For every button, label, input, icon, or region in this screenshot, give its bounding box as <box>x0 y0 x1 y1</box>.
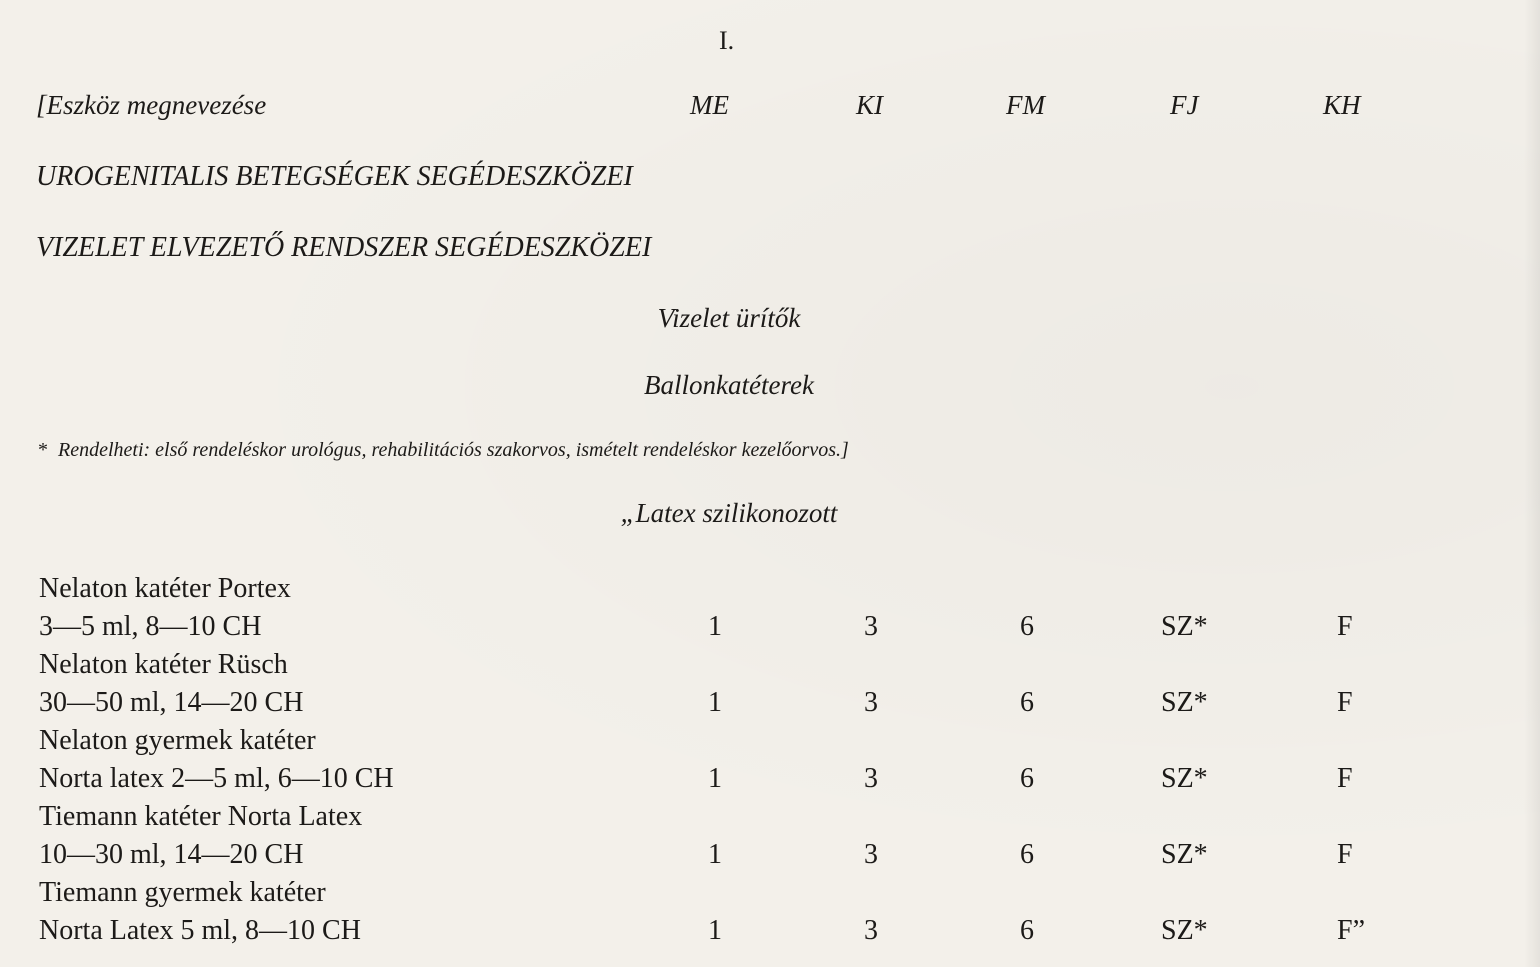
table-row-name-line2: 3—5 ml, 8—10 CH <box>39 611 262 642</box>
group-heading-balloon-catheters: Ballonkatéterek <box>644 370 814 400</box>
table-cell-ki: 3 <box>864 687 878 718</box>
table-row-name-line2: 30—50 ml, 14—20 CH <box>39 687 304 718</box>
table-row-name-line2: 10—30 ml, 14—20 CH <box>39 839 304 870</box>
table-cell-ki: 3 <box>864 611 878 642</box>
header-device-name: [Eszköz megnevezése <box>36 90 267 120</box>
table-row-name-line1: Tiemann katéter Norta Latex <box>39 801 363 832</box>
table-cell-me: 1 <box>708 915 722 946</box>
table-cell-me: 1 <box>708 839 722 870</box>
table-cell-fj: SZ* <box>1161 915 1208 946</box>
table-cell-ki: 3 <box>864 915 878 946</box>
group-heading-latex-siliconized: „Latex szilikonozott <box>620 498 838 528</box>
header-fj: FJ <box>1170 90 1199 120</box>
table-cell-fm: 6 <box>1020 611 1034 642</box>
table-cell-kh: F <box>1337 839 1353 870</box>
table-row-name-line2: Norta Latex 5 ml, 8—10 CH <box>39 915 361 946</box>
header-fm: FM <box>1006 90 1045 120</box>
section-heading-subcategory: VIZELET ELVEZETŐ RENDSZER SEGÉDESZKÖZEI <box>36 232 652 263</box>
header-me: ME <box>690 90 729 120</box>
table-cell-ki: 3 <box>864 763 878 794</box>
table-cell-me: 1 <box>708 687 722 718</box>
table-cell-fm: 6 <box>1020 915 1034 946</box>
group-heading-urine-drainage: Vizelet ürítők <box>657 303 801 333</box>
table-cell-kh: F <box>1337 687 1353 718</box>
table-cell-fm: 6 <box>1020 687 1034 718</box>
note-text: Rendelheti: első rendeléskor urológus, rehabilitációs szakorvos, ismételt rendeléskor kezelőorvos.] <box>58 439 849 461</box>
table-cell-fm: 6 <box>1020 763 1034 794</box>
table-row-name-line1: Nelaton katéter Rüsch <box>39 649 288 680</box>
table-cell-fj: SZ* <box>1161 763 1208 794</box>
table-cell-fj: SZ* <box>1161 839 1208 870</box>
note-asterisk: * <box>38 439 48 461</box>
header-kh: KH <box>1323 90 1361 120</box>
section-heading-category: UROGENITALIS BETEGSÉGEK SEGÉDESZKÖZEI <box>36 161 633 192</box>
table-cell-kh: F” <box>1337 915 1365 946</box>
table-row-name-line1: Nelaton katéter Portex <box>39 573 291 604</box>
table-cell-kh: F <box>1337 611 1353 642</box>
table-cell-kh: F <box>1337 763 1353 794</box>
table-row-name-line1: Tiemann gyermek katéter <box>39 877 326 908</box>
table-cell-me: 1 <box>708 611 722 642</box>
page-edge-shadow <box>1524 0 1540 967</box>
table-row-name-line2: Norta latex 2—5 ml, 6—10 CH <box>39 763 394 794</box>
table-row-name-line1: Nelaton gyermek katéter <box>39 725 316 756</box>
table-cell-fj: SZ* <box>1161 687 1208 718</box>
table-cell-fj: SZ* <box>1161 611 1208 642</box>
table-cell-ki: 3 <box>864 839 878 870</box>
table-cell-me: 1 <box>708 763 722 794</box>
page-number: I. <box>719 26 735 55</box>
header-ki: KI <box>856 90 883 120</box>
table-cell-fm: 6 <box>1020 839 1034 870</box>
prescription-note <box>38 440 849 460</box>
